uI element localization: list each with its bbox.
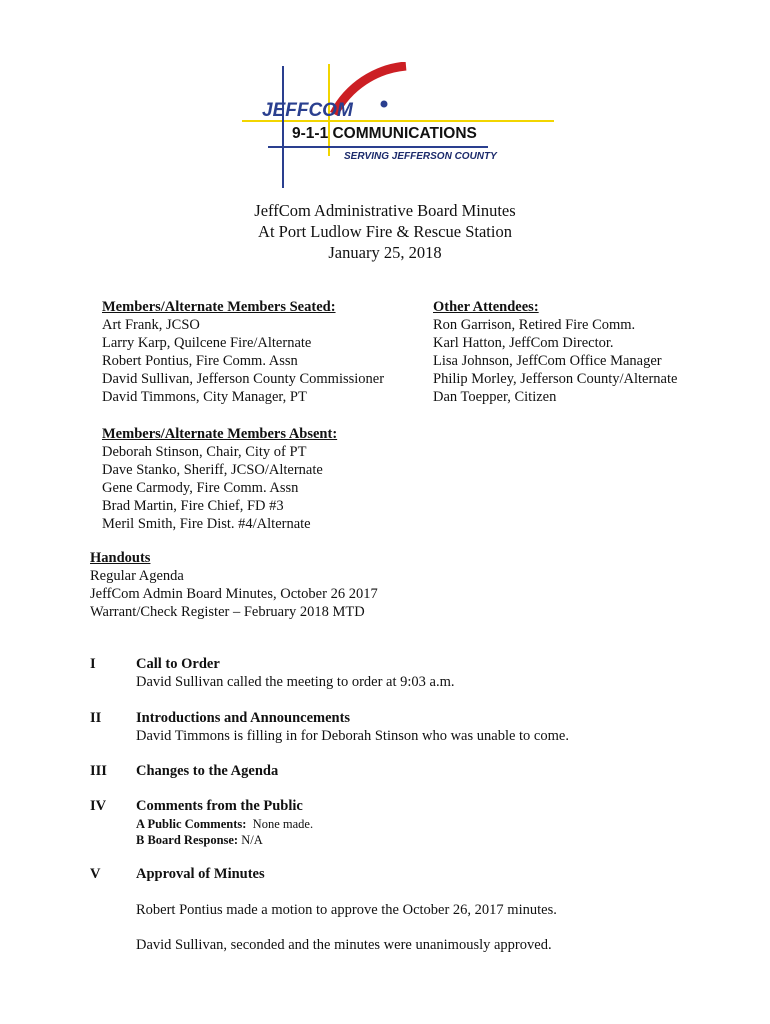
seated-members-list: [102, 298, 384, 406]
list-item: Gene Carmody, Fire Comm. Assn: [102, 480, 299, 496]
section-body: David Sullivan, seconded and the minutes were unanimously approved.: [136, 937, 552, 953]
public-comments-item: [136, 817, 313, 832]
jeffcom-logo: [238, 62, 558, 190]
public-comments-label: A Public Comments:: [136, 817, 247, 831]
list-item: Warrant/Check Register – February 2018 MTD: [90, 604, 365, 620]
logo-blue-line: [282, 66, 284, 188]
list-item: Regular Agenda: [90, 568, 184, 584]
absent-members-list: [102, 425, 337, 533]
section-body: David Timmons is filling in for Deborah Stinson who was unable to come.: [136, 728, 569, 744]
section-number: I: [90, 656, 96, 672]
title-line-2: At Port Ludlow Fire & Rescue Station: [258, 222, 512, 241]
list-item: Brad Martin, Fire Chief, FD #3: [102, 498, 284, 514]
section-body: David Sullivan called the meeting to order at 9:03 a.m.: [136, 674, 455, 690]
list-item: David Timmons, City Manager, PT: [102, 389, 307, 405]
public-comments-text: None made.: [252, 817, 314, 831]
section-title: Call to Order: [136, 656, 220, 672]
absent-header: Members/Alternate Members Absent:: [102, 426, 338, 442]
logo-tagline: SERVING JEFFERSON COUNTY: [344, 151, 497, 162]
handouts-header: Handouts: [90, 550, 151, 566]
section-number: III: [90, 763, 107, 779]
logo-name: JEFFCOM: [262, 100, 353, 121]
logo-dot: [381, 101, 388, 108]
list-item: Art Frank, JCSO: [102, 317, 200, 333]
section-title: Approval of Minutes: [136, 866, 265, 882]
logo-line2: 9-1-1 COMMUNICATIONS: [292, 125, 477, 142]
section-title: Changes to the Agenda: [136, 763, 279, 779]
list-item: Larry Karp, Quilcene Fire/Alternate: [102, 335, 312, 351]
seated-header: Members/Alternate Members Seated:: [102, 299, 336, 315]
handouts-list: [90, 549, 378, 621]
section-number: V: [90, 866, 101, 882]
board-response-item: [136, 833, 263, 848]
list-item: Robert Pontius, Fire Comm. Assn: [102, 353, 298, 369]
section-title: Comments from the Public: [136, 798, 303, 814]
list-item: Philip Morley, Jefferson County/Alternate: [433, 371, 678, 387]
list-item: JeffCom Admin Board Minutes, October 26 2017: [90, 586, 378, 602]
board-response-label: B Board Response:: [136, 833, 239, 847]
document-title: [0, 200, 770, 263]
list-item: Lisa Johnson, JeffCom Office Manager: [433, 353, 662, 369]
section-number: II: [90, 710, 102, 726]
list-item: Meril Smith, Fire Dist. #4/Alternate: [102, 516, 311, 532]
other-attendees-list: [433, 298, 677, 406]
attendees-header: Other Attendees:: [433, 299, 539, 315]
list-item: Dan Toepper, Citizen: [433, 389, 557, 405]
list-item: David Sullivan, Jefferson County Commissioner: [102, 371, 385, 387]
title-line-3: January 25, 2018: [328, 243, 442, 262]
board-response-text: N/A: [241, 833, 263, 847]
section-number: IV: [90, 798, 107, 814]
list-item: Karl Hatton, JeffCom Director.: [433, 335, 614, 351]
list-item: Deborah Stinson, Chair, City of PT: [102, 444, 307, 460]
list-item: Ron Garrison, Retired Fire Comm.: [433, 317, 636, 333]
section-title: Introductions and Announcements: [136, 710, 351, 726]
title-line-1: JeffCom Administrative Board Minutes: [254, 201, 516, 220]
list-item: Dave Stanko, Sheriff, JCSO/Alternate: [102, 462, 323, 478]
section-body: Robert Pontius made a motion to approve the October 26, 2017 minutes.: [136, 902, 557, 918]
